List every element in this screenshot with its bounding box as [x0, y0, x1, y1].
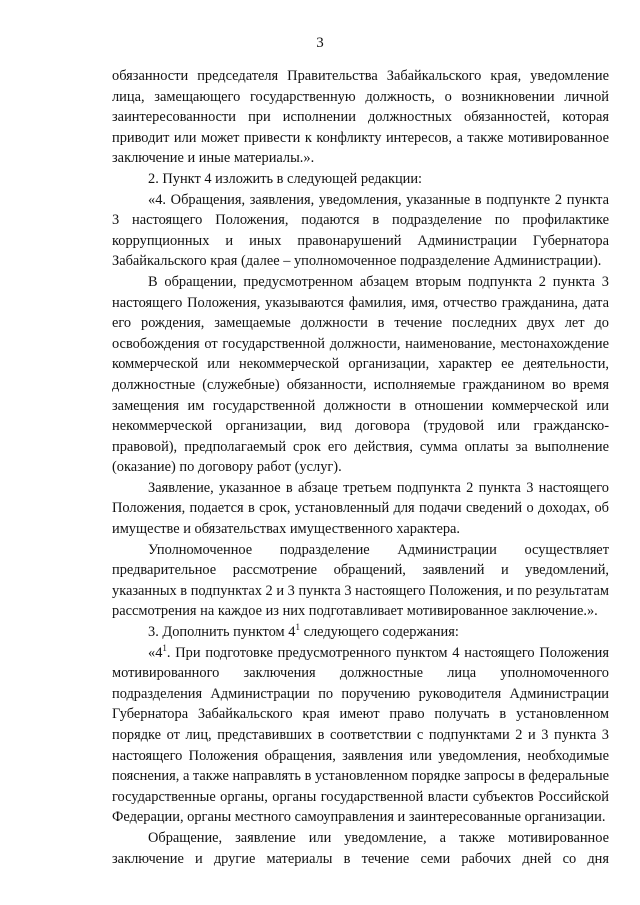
paragraph-continuation: обязанности председателя Правительства Забайкальского края, уведомление лица, замещающего государственную должность, о возникновении личной заинтересованности при исполнении должностных обязанностей, которая приводит или может привести к конфликту интересов, а также мотивированное заключение и иные материалы.».	[112, 68, 609, 167]
paragraph-materials-continued: Обращение, заявление или уведомление, а также мотивированное заключение и другие материалы в течение семи рабочих дней со дня	[112, 829, 609, 867]
paragraph-appeal-contents: В обращении, предусмотренном абзацем вторым подпункта 2 пункта 3 настоящего Положения, указываются фамилия, имя, отчество гражданина, дата его рождения, замещаемые должности в течение последних двух лет до освобождения от государственной должности, наименование, местонахождение коммерческой или некоммерческой организации, характер ее деятельности, должностные (служебные) обязанности, исполняемые гражданином во время замещения им государственной должности в отношении коммерческой или некоммерческой организации, вид договора (трудовой или гражданско-правовой), предполагаемый срок его действия, сумма оплаты за выполнение (оказание) по договору работ (услуг).	[112, 273, 609, 476]
superscript: 1	[295, 622, 300, 633]
document-body	[112, 66, 609, 869]
paragraph-item-4-1-text	[112, 643, 609, 828]
paragraph-text-start: 3. Дополнить пунктом 4	[148, 624, 296, 641]
page-number: 3	[316, 35, 324, 51]
paragraph-preliminary-review: Уполномоченное подразделение Администрации осуществляет предварительное рассмотрение обращений, заявлений и уведомлений, указанных в подпунктах 2 и 3 пункта 3 настоящего Положения, и по результатам рассмотрения на каждое из них подготавливает мотивированное заключение.».	[112, 541, 609, 620]
paragraph-text-end: следующего содержания:	[299, 624, 459, 641]
paragraph-text-start: «4	[148, 644, 163, 661]
paragraph-item-2-heading: 2. Пункт 4 изложить в следующей редакции:	[148, 170, 423, 187]
paragraph-text-end: . При подготовке предусмотренного пунктом 4 настоящего Положения мотивированного заключения должностные лица уполномоченного подразделения Администрации по поручению руководителя Администрации Губернатора Забайкальского края имеют право получать в установленном порядке от лиц, представивших в соответствии с подпунктами 2 и 3 пункта 3 настоящего Положения обращения, заявления или уведомления, необходимые пояснения, а также направлять в установленном порядке запросы в федеральные государственные органы, органы государственной власти субъектов Российской Федерации, органы местного самоуправления и заинтересованные организации.	[112, 644, 609, 826]
paragraph-item-3-heading	[112, 622, 609, 643]
paragraph-item-4-text: «4. Обращения, заявления, уведомления, указанные в подпункте 2 пункта 3 настоящего Положения, подаются в подразделение по профилактике коррупционных и иных правонарушений Администрации Губернатора Забайкальского края (далее – уполномоченное подразделение Администрации).	[112, 191, 609, 270]
superscript: 1	[162, 642, 167, 653]
paragraph-application-deadline: Заявление, указанное в абзаце третьем подпункта 2 пункта 3 настоящего Положения, подается в срок, установленный для подачи сведений о доходах, об имуществе и обязательствах имущественного характера.	[112, 479, 609, 538]
